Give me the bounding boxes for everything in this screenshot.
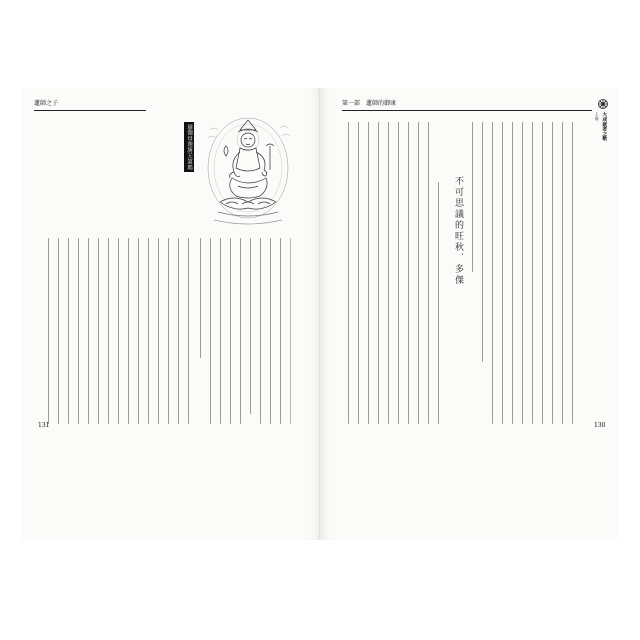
text-column [68, 238, 69, 424]
text-column [502, 122, 503, 424]
text-column [210, 238, 211, 424]
text-column [348, 122, 349, 424]
text-column [168, 238, 169, 424]
text-column [358, 122, 359, 424]
text-column [250, 238, 251, 414]
right-page [320, 88, 618, 540]
text-column [48, 238, 49, 424]
section-heading: 不可思議的旺秋．多傑 [453, 176, 463, 286]
text-column [200, 238, 201, 358]
text-column [388, 122, 389, 424]
text-column [512, 122, 513, 424]
book-subtitle: 上冊 [594, 112, 600, 121]
text-column [188, 238, 189, 424]
text-column [552, 122, 553, 424]
text-column [230, 238, 231, 424]
deity-illustration [200, 116, 296, 232]
text-column [158, 238, 159, 424]
header-rule [342, 110, 592, 111]
text-column [220, 238, 221, 424]
text-column [562, 122, 563, 424]
text-column [240, 238, 241, 424]
page-number: 131 [38, 422, 50, 429]
text-column [368, 122, 369, 424]
text-column [88, 238, 89, 424]
text-column [438, 182, 439, 424]
text-column [290, 238, 291, 424]
text-column [482, 122, 483, 362]
text-column [522, 122, 523, 424]
header-rule [34, 110, 146, 111]
text-column [492, 122, 493, 424]
text-column [138, 238, 139, 424]
text-column [472, 122, 473, 272]
page-number: 130 [594, 422, 606, 429]
text-column [58, 238, 59, 424]
text-column [572, 122, 573, 424]
text-column [128, 238, 129, 424]
left-page [22, 88, 320, 540]
text-column [78, 238, 79, 424]
book-title-mark [592, 98, 614, 146]
text-column [98, 238, 99, 424]
text-column [118, 238, 119, 424]
text-column [542, 122, 543, 424]
text-column [378, 122, 379, 424]
book-title: 大成就者之歌 [601, 112, 608, 141]
running-head: 第一部 蓮師的御康 [342, 100, 397, 107]
text-column [108, 238, 109, 424]
text-column [428, 122, 429, 424]
text-column [178, 238, 179, 424]
text-column [532, 122, 533, 424]
text-column [260, 238, 261, 424]
text-column [398, 122, 399, 424]
dharma-wheel-icon [596, 98, 610, 110]
text-column [148, 238, 149, 424]
text-column [270, 238, 271, 424]
text-column [280, 238, 281, 424]
running-head: 蓮師之子 [34, 100, 59, 107]
text-column [408, 122, 409, 424]
illustration-caption: 瑜伽母迦旃天第瑪 [186, 124, 192, 171]
text-column [418, 122, 419, 424]
